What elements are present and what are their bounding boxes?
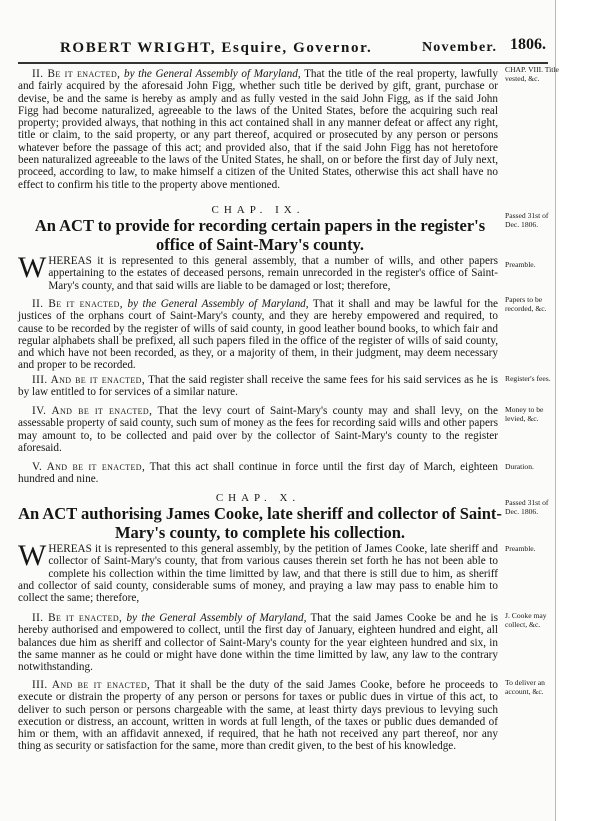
drop-cap: W bbox=[18, 251, 47, 284]
section-text: That this act shall continue in force until the first day of March, eighteen hundred and nine. bbox=[18, 461, 498, 486]
enacting-lead: III. And be it enacted, bbox=[32, 679, 151, 691]
section-x-2 bbox=[18, 612, 498, 673]
enacting-lead: V. And be it enacted, bbox=[32, 461, 146, 473]
enacting-lead: II. Be it enacted, bbox=[32, 68, 121, 80]
header-month: November. bbox=[422, 40, 498, 55]
preamble-ix bbox=[18, 251, 498, 292]
section-ix-2 bbox=[18, 298, 498, 372]
page-edge bbox=[556, 0, 600, 821]
enacting-assembly: by the General Assembly of Maryland, bbox=[127, 298, 309, 310]
header-year: 1806. bbox=[510, 36, 546, 53]
section-text: That the said register shall receive the same fees for his said services as he is by law entitled to for services of a similar nature. bbox=[18, 374, 498, 399]
section-text: That the title of the real property, lawfully and fairly acquired by the aforesaid John Figg, whether such title be derived by gift, grant, purchase or devise, be and the same is hereby as amply and as fully vested in the said John Figg, as if the said John Figg had become naturalized, agreeable to the laws of the United States, before the acquiring such real property; provided always, that nothing in this act contained shall in any manner defeat or affect any right, title or claim, to the said property, or any part thereof, acquired or prosecuted by any person or persons whatever before the passage of this act; and provided also, that if the said John Figg has not heretofore been naturalized agreeable to the laws of the United States, he shall, on or before the first day of July next, proceed, according to law, to make himself a citizen of the United States, otherwise this act shall have no effect to confirm his title to the property above mentioned. bbox=[18, 68, 498, 191]
enacting-lead: II. Be it enacted, bbox=[32, 612, 123, 624]
header-rule bbox=[18, 62, 548, 64]
margin-note-account: To deliver an account, &c. bbox=[505, 678, 545, 696]
enacting-lead: IV. And be it enacted, bbox=[32, 405, 153, 417]
preamble-x bbox=[18, 539, 498, 605]
margin-note-papers: Papers to be recorded, &c. bbox=[505, 295, 547, 313]
section-figg-title bbox=[18, 68, 498, 191]
enacting-lead: II. Be it enacted, bbox=[32, 298, 123, 310]
margin-note-passed-ix: Passed 31st of Dec. 1806. bbox=[505, 211, 549, 229]
enacting-lead: III. And be it enacted, bbox=[32, 374, 146, 386]
preamble-text: HEREAS it is represented to this general assembly, by the petition of James Cooke, late sheriff and collector of Saint-Mary's county, that from various causes therein set forth he has not been able to complete his collection within the time limitted by law, and that there is still due to him, as sheriff and collector of said county, considerable sums of money, and praying a law may pass to enable him to collect the same; therefore, bbox=[18, 543, 498, 605]
margin-note-preamble-ix: Preamble. bbox=[505, 260, 536, 269]
margin-note-passed-x: Passed 31st of Dec. 1806. bbox=[505, 498, 549, 516]
margin-note-preamble-x: Preamble. bbox=[505, 544, 536, 553]
running-header bbox=[60, 36, 548, 60]
margin-note-fees: Register's fees. bbox=[505, 374, 551, 383]
act-title-x: An ACT authorising James Cooke, late sheriff and collector of Saint-Mary's county, to complete his collection. bbox=[18, 504, 502, 542]
section-x-3 bbox=[18, 679, 498, 753]
section-ix-4 bbox=[18, 405, 498, 454]
enacting-assembly: by the General Assembly of Maryland, bbox=[123, 68, 301, 80]
section-ix-3 bbox=[18, 374, 498, 399]
act-title-ix: An ACT to provide for recording certain papers in the register's office of Saint-Mary's county. bbox=[34, 216, 486, 254]
margin-note-duration: Duration. bbox=[505, 462, 534, 471]
section-ix-5 bbox=[18, 461, 498, 486]
section-text: That the said James Cooke be and he is hereby authorised and empowered to collect, until the first day of January, eighteen hundred and eight, all balances due him as sheriff and collector of Saint-Mary's county for the year eighteen hundred and six, in the same manner as he could or might have done within the time limitted by law, any law to the contrary notwithstanding. bbox=[18, 612, 498, 674]
preamble-text: HEREAS it is represented to this general assembly, that a number of wills, and other papers appertaining to the estates of deceased persons, remain unrecorded in the register's office of Saint-Mary's county, and that said wills are liable to be damaged or lost; therefore, bbox=[48, 255, 498, 292]
margin-note-levy: Money to be levied, &c. bbox=[505, 405, 544, 423]
margin-note-chap-viii: CHAP. VIII. Title vested, &c. bbox=[505, 65, 559, 83]
header-governor: ROBERT WRIGHT, Esquire, Governor. bbox=[60, 40, 373, 56]
section-text: That it shall and may be lawful for the justices of the orphans court of Saint-Mary's county, and they are hereby empowered and required, to cause to be recorded by the register of wills of said county, in good leather bound books, to which fair and regular alphabets shall be prefixed, all such papers filed in the office of the register of wills of said county, and which have not been recorded, as they, or a majority of them, in their judgment, may deem necessary and proper to be recorded. bbox=[18, 298, 499, 372]
margin-note-cooke: J. Cooke may collect, &c. bbox=[505, 611, 547, 629]
chapter-heading-ix: CHAP. IX. bbox=[211, 204, 305, 216]
enacting-assembly: by the General Assembly of Maryland, bbox=[126, 612, 307, 624]
section-text: That it shall be the duty of the said James Cooke, before he proceeds to execute or distrain the property of any person or persons for taxes or public dues in virtue of this act, to deliver to such person or persons chargeable with the same, at least thirty days previous to levying such execution or distress, an account, written in words at full length, of the taxes or public dues demanded of him or them, with an affidavit annexed, if required, that he hath not received any part thereof, nor any thing as security or satisfaction for the same, more than credit given, to the best of his knowledge. bbox=[18, 679, 498, 753]
drop-cap: W bbox=[18, 539, 47, 572]
section-text: That the levy court of Saint-Mary's county may and shall levy, on the assessable property of said county, such sum of money as the fees for recording said wills and other papers may amount to, to be collected and paid over by the collector of Saint-Mary's county to the register aforesaid. bbox=[18, 405, 498, 454]
chapter-heading-x: CHAP. X. bbox=[215, 492, 301, 504]
